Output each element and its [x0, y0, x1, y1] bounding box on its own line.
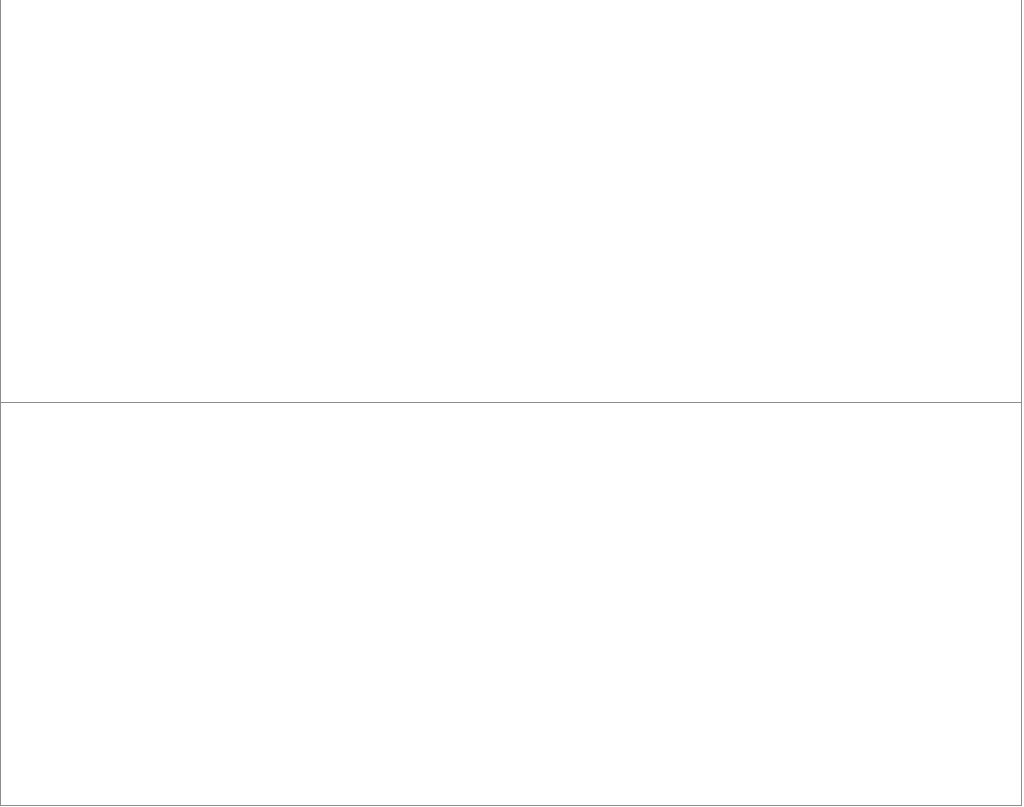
planner-page-top	[0, 0, 1022, 403]
planner-page-bottom	[0, 402, 1022, 806]
